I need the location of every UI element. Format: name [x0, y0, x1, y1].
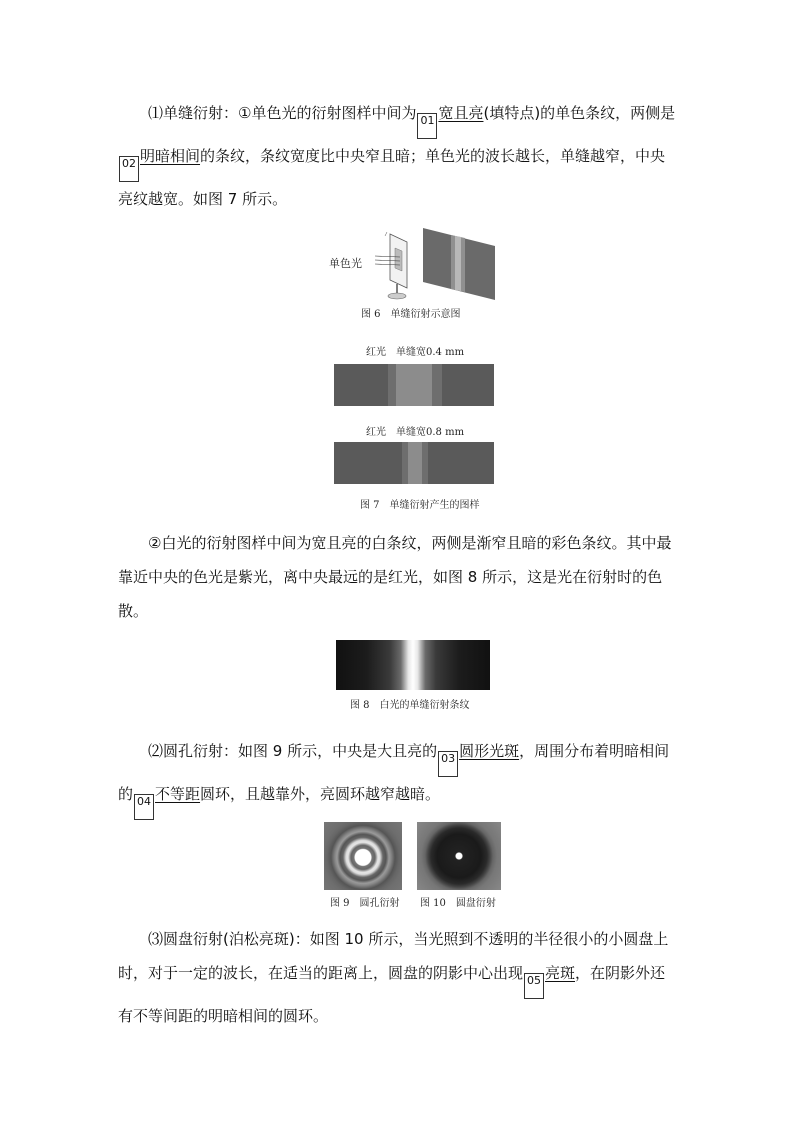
p1-text-c: (填特点)的单色条纹，两侧是 [483, 104, 676, 122]
paragraph-circular-disk [118, 922, 678, 1033]
fig7-label-0.8mm: 红光 单缝宽0.8 mm [366, 427, 465, 438]
paragraph-single-slit [118, 96, 678, 216]
answer-badge-05: 05 [524, 973, 544, 999]
fig7-label-0.4mm: 红光 单缝宽0.4 mm [366, 347, 465, 358]
figure-6-single-slit-diagram [325, 226, 495, 306]
fig8-caption: 图 8 白光的单缝衍射条纹 [350, 700, 470, 711]
p2-text: ②白光的衍射图样中间为宽且亮的白条纹，两侧是渐窄且暗的彩色条纹。其中最靠近中央的色光是紫光，离中央最远的是红光，如图 8 所示，这是光在衍射时的色散。 [118, 534, 672, 620]
answer-badge-02: 02 [119, 156, 139, 182]
answer-03: 圆形光斑 [459, 742, 520, 760]
answer-badge-04: 04 [134, 794, 154, 820]
fig9-caption: 图 9 圆孔衍射 [330, 898, 400, 909]
answer-badge-01: 01 [417, 113, 437, 139]
paragraph-circular-aperture [118, 734, 678, 820]
fig7-caption: 图 7 单缝衍射产生的图样 [360, 500, 480, 511]
fringe-strip-0.4mm [334, 364, 494, 406]
p1-text-a: ⑴单缝衍射：①单色光的衍射图样中间为 [148, 104, 417, 122]
fig6-light-label: 单色光 [329, 257, 362, 270]
answer-05: 亮斑 [545, 964, 576, 982]
p4-text-a: ⑶圆盘衍射(泊松亮斑)：如图 10 所示，当光照到不透明的半径很小的小圆盘上时，对于一定的波长，在适当的距离上，圆盘的阴影中心出现 [118, 930, 669, 982]
fig10-caption: 图 10 圆盘衍射 [420, 898, 496, 909]
answer-badge-03: 03 [438, 751, 458, 777]
circular-aperture-diffraction-image [324, 822, 402, 890]
white-light-fringe-image [336, 640, 490, 690]
answer-01: 宽且亮 [438, 104, 484, 122]
p4-text-c: ，在阴影外还有不等间距的明暗相间的圆环。 [118, 964, 666, 1025]
p1-text-d: 的条纹，条纹宽度比中央窄且暗；单色光的波长越长，单缝越窄，中央亮纹越宽。如图 7 所示。 [118, 147, 666, 208]
p3-text-c: ，周围分布着明暗相间的 [118, 742, 670, 803]
p3-text-a: ⑵圆孔衍射：如图 9 所示，中央是大且亮的 [148, 742, 438, 760]
fig6-caption: 图 6 单缝衍射示意图 [361, 309, 461, 320]
p3-text-d: 圆环，且越靠外，亮圆环越窄越暗。 [200, 785, 441, 803]
circular-disk-diffraction-image [417, 822, 501, 890]
answer-04: 不等距 [155, 785, 201, 803]
paragraph-white-light [118, 526, 678, 628]
answer-02: 明暗相间 [140, 147, 201, 165]
fringe-strip-0.8mm [334, 442, 494, 484]
